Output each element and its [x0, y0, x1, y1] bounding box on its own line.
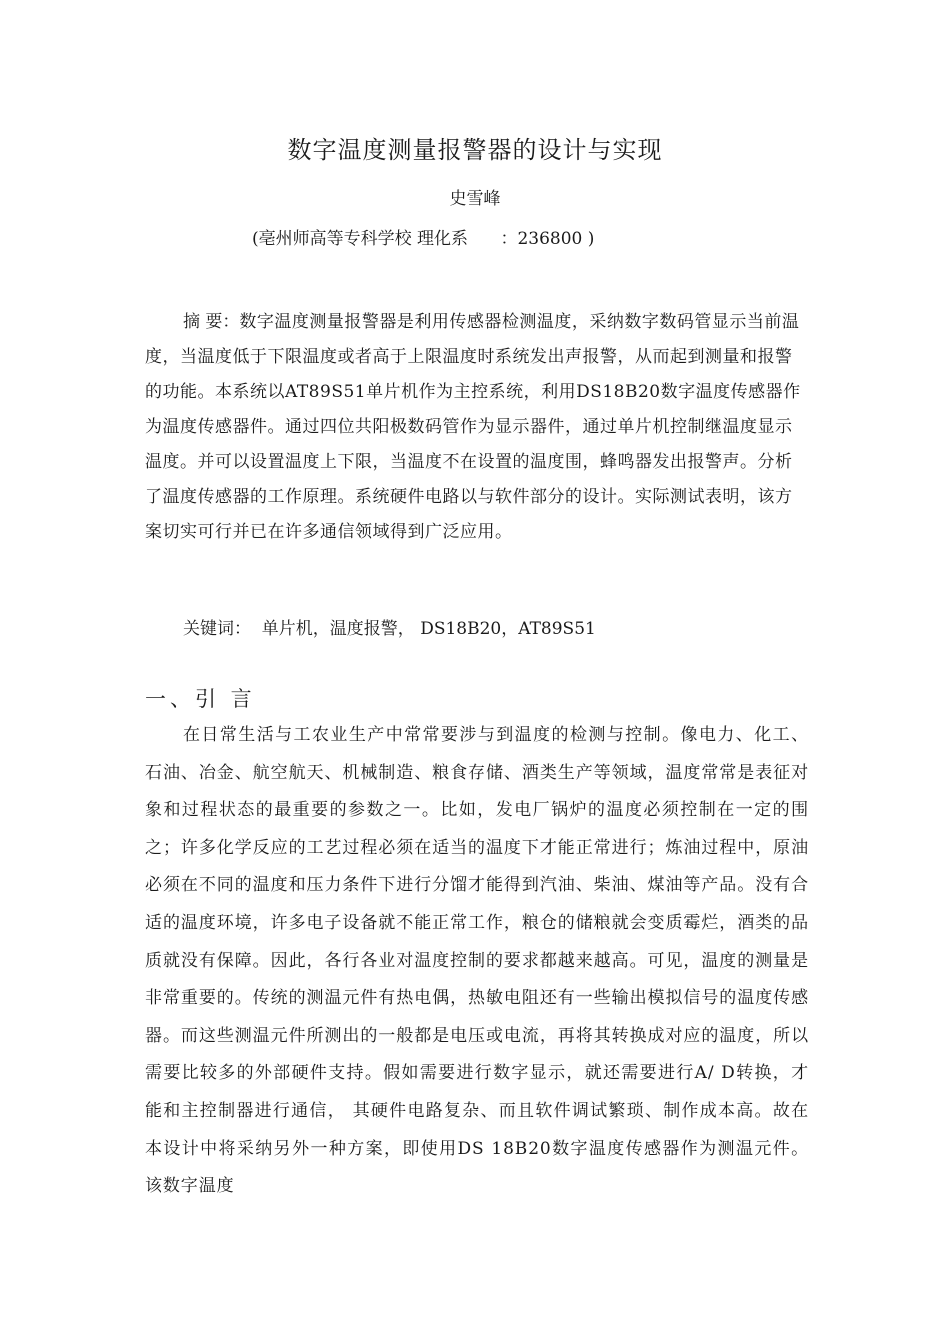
author-affiliation: (亳州师高等专科学校 理化系 ：236800 ) [252, 229, 595, 249]
keywords: 关键词： 单片机，温度报警， DS18B20，AT89S51 [183, 619, 596, 639]
section-heading-introduction: 一、引 言 [145, 687, 256, 711]
author-name: 史雪峰 [449, 189, 501, 209]
section-body-introduction: 在日常生活与工农业生产中常常要涉与到温度的检测与控制。像电力、化工、石油、冶金、航空航天、机械制造、粮食存储、酒类生产等领域，温度常常是表征对象和过程状态的最重要的参数之一。比如，发电厂锅炉的温度必须控制在一定的围之；许多化学反应的工艺过程必须在适当的温度下才能正常进行；炼油过程中，原油必须在不同的温度和压力条件下进行分馏才能得到汽油、柴油、煤油等产品。没有合适的温度环境，许多电子设备就不能正常工作，粮仓的储粮就会变质霉烂，酒类的品质就没有保障。因此，各行各业对温度控制的要求都越来越高。可见，温度的测量是非常重要的。传统的测温元件有热电偶，热敏电阻还有一些输出模拟信号的温度传感器。而这些测温元件所测出的一般都是电压或电流，再将其转换成对应的温度，所以需要比较多的外部硬件支持。假如需要进行数字显示，就还需要进行A/ D转换，才能和主控制器进行通信， 其硬件电路复杂、而且软件调试繁琐、制作成本高。故在本设计中将采纳另外一种方案，即使用DS 18B20数字温度传感器作为测温元件。该数字温度 [145, 725, 809, 1197]
abstract [145, 305, 805, 550]
abstract-label: 摘 要： [183, 312, 240, 332]
abstract-text: 数字温度测量报警器是利用传感器检测温度，采纳数字数码管显示当前温度，当温度低于下限温度或者高于上限温度时系统发出声报警，从而起到测量和报警的功能。本系统以AT89S51单片机作为主控系统，利用DS18B20数字温度传感器作为温度传感器件。通过四位共阳极数码管作为显示器件，通过单片机控制继温度显示温度。并可以设置温度上下限，当温度不在设置的温度围，蜂鸣器发出报警声。分析了温度传感器的工作原理。系统硬件电路以与软件部分的设计。实际测试表明，该方案切实可行并已在许多通信领域得到广泛应用。 [145, 312, 801, 542]
paper-title: 数字温度测量报警器的设计与实现 [287, 136, 663, 164]
